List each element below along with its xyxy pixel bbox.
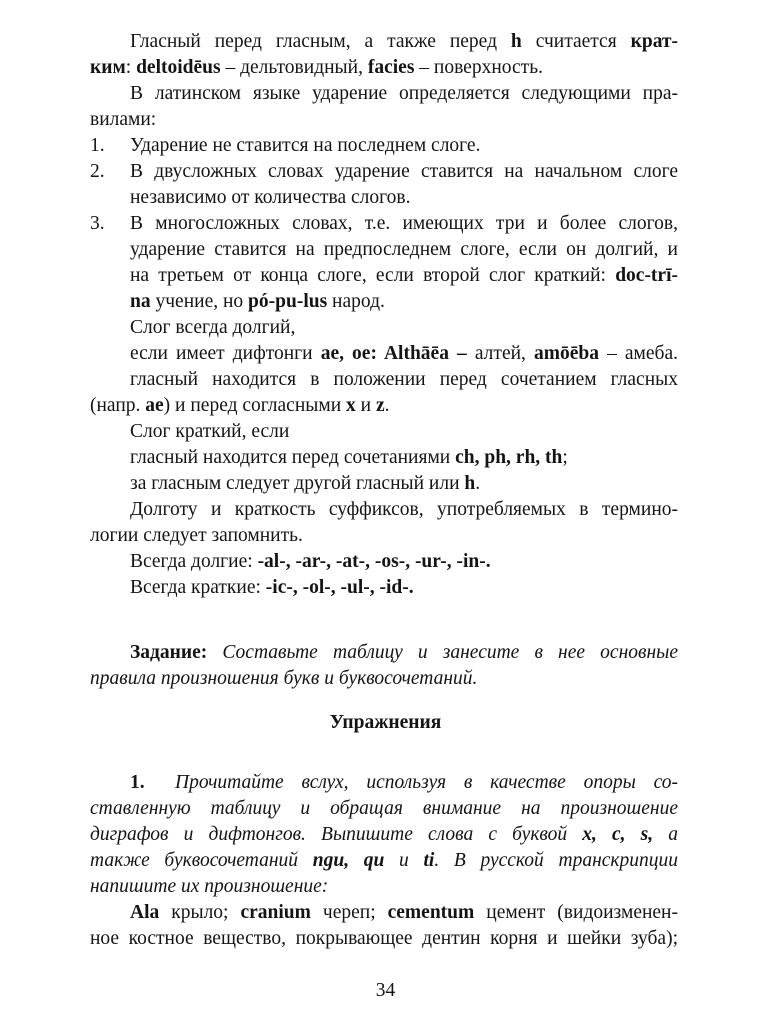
exercise-line1: Прочитайте вслух, используя в качестве опоры со- bbox=[175, 772, 678, 793]
long-line2: гласный находится в положении перед сочетанием гласных bbox=[130, 369, 678, 390]
exercise-words2: ное костное вещество, покрывающее дентин корня и шейки зуба); bbox=[90, 928, 678, 949]
rule3-line4: na учение, но pó-pu-lus народ. bbox=[130, 291, 385, 312]
para2-line1: В латинском языке ударение определяется следующими пра- bbox=[130, 83, 678, 104]
rule-line: Ударение не ставится на последнем слоге. bbox=[130, 135, 481, 156]
exercises-heading: Упражнения bbox=[329, 712, 442, 733]
exercise-number: 1. bbox=[130, 772, 145, 793]
exercise-line4: также буквосочетаний ngu, qu и ti. В русской транскрипции bbox=[90, 850, 679, 871]
para1-line2: ким: deltoidēus – дельтовидный, facies – поверхность. bbox=[90, 57, 543, 78]
rule-number: 1. bbox=[90, 135, 105, 156]
task-label: Задание: bbox=[130, 642, 208, 663]
rule-line: В двусложных словах ударение ставится на начальном слоге bbox=[130, 161, 678, 182]
rule3-line3: на третьем от конца слоге, если второй слог краткий: doc-trī- bbox=[130, 265, 678, 286]
page-number: 34 bbox=[375, 980, 396, 1001]
rule-number: 3. bbox=[90, 213, 105, 234]
rule-line: В многосложных словах, т.е. имеющих три и более слогов, bbox=[130, 213, 678, 234]
suffix-line1: Долготу и краткость суффиксов, употребляемых в термино- bbox=[130, 499, 678, 520]
suffix-line2: логии следует запомнить. bbox=[90, 525, 303, 546]
exercise-words1: Ala крыло; cranium череп; cementum цемент (видоизменен- bbox=[130, 902, 678, 923]
suffix-short: Всегда краткие: -ic-, -ol-, -ul-, -id-. bbox=[130, 577, 414, 598]
short-syllable-title: Слог краткий, если bbox=[130, 421, 290, 442]
para2-line2: вилами: bbox=[90, 109, 157, 130]
rule-number: 2. bbox=[90, 161, 105, 182]
short-line1: гласный находится перед сочетаниями ch, ph, rh, th; bbox=[130, 447, 568, 468]
task-line1: Задание: Составьте таблицу и занесите в нее основные bbox=[130, 642, 678, 663]
exercise-line2: ставленную таблицу и обращая внимание на произношение bbox=[90, 798, 678, 819]
exercise-line3: диграфов и дифтонгов. Выпишите слова с буквой x, c, s, а bbox=[90, 824, 678, 845]
task-line2: правила произношения букв и буквосочетаний. bbox=[90, 668, 478, 689]
rule-line: ударение ставится на предпоследнем слоге, если он долгий, и bbox=[130, 239, 678, 260]
long-line3: (напр. ae) и перед согласными x и z. bbox=[90, 395, 390, 416]
para1-line1: Гласный перед гласным, а также перед h считается крат- bbox=[130, 31, 679, 52]
long-syllable-title: Слог всегда долгий, bbox=[130, 317, 296, 338]
suffix-long: Всегда долгие: -al-, -ar-, -at-, -os-, -ur-, -in-. bbox=[130, 551, 491, 572]
exercise-line5: напишите их произношение: bbox=[90, 876, 329, 897]
rule-line: независимо от количества слогов. bbox=[130, 187, 411, 208]
long-line1: если имеет дифтонги ae, oe: Althāēa – алтей, amōēba – амеба. bbox=[130, 343, 678, 364]
short-line2: за гласным следует другой гласный или h. bbox=[130, 473, 481, 494]
